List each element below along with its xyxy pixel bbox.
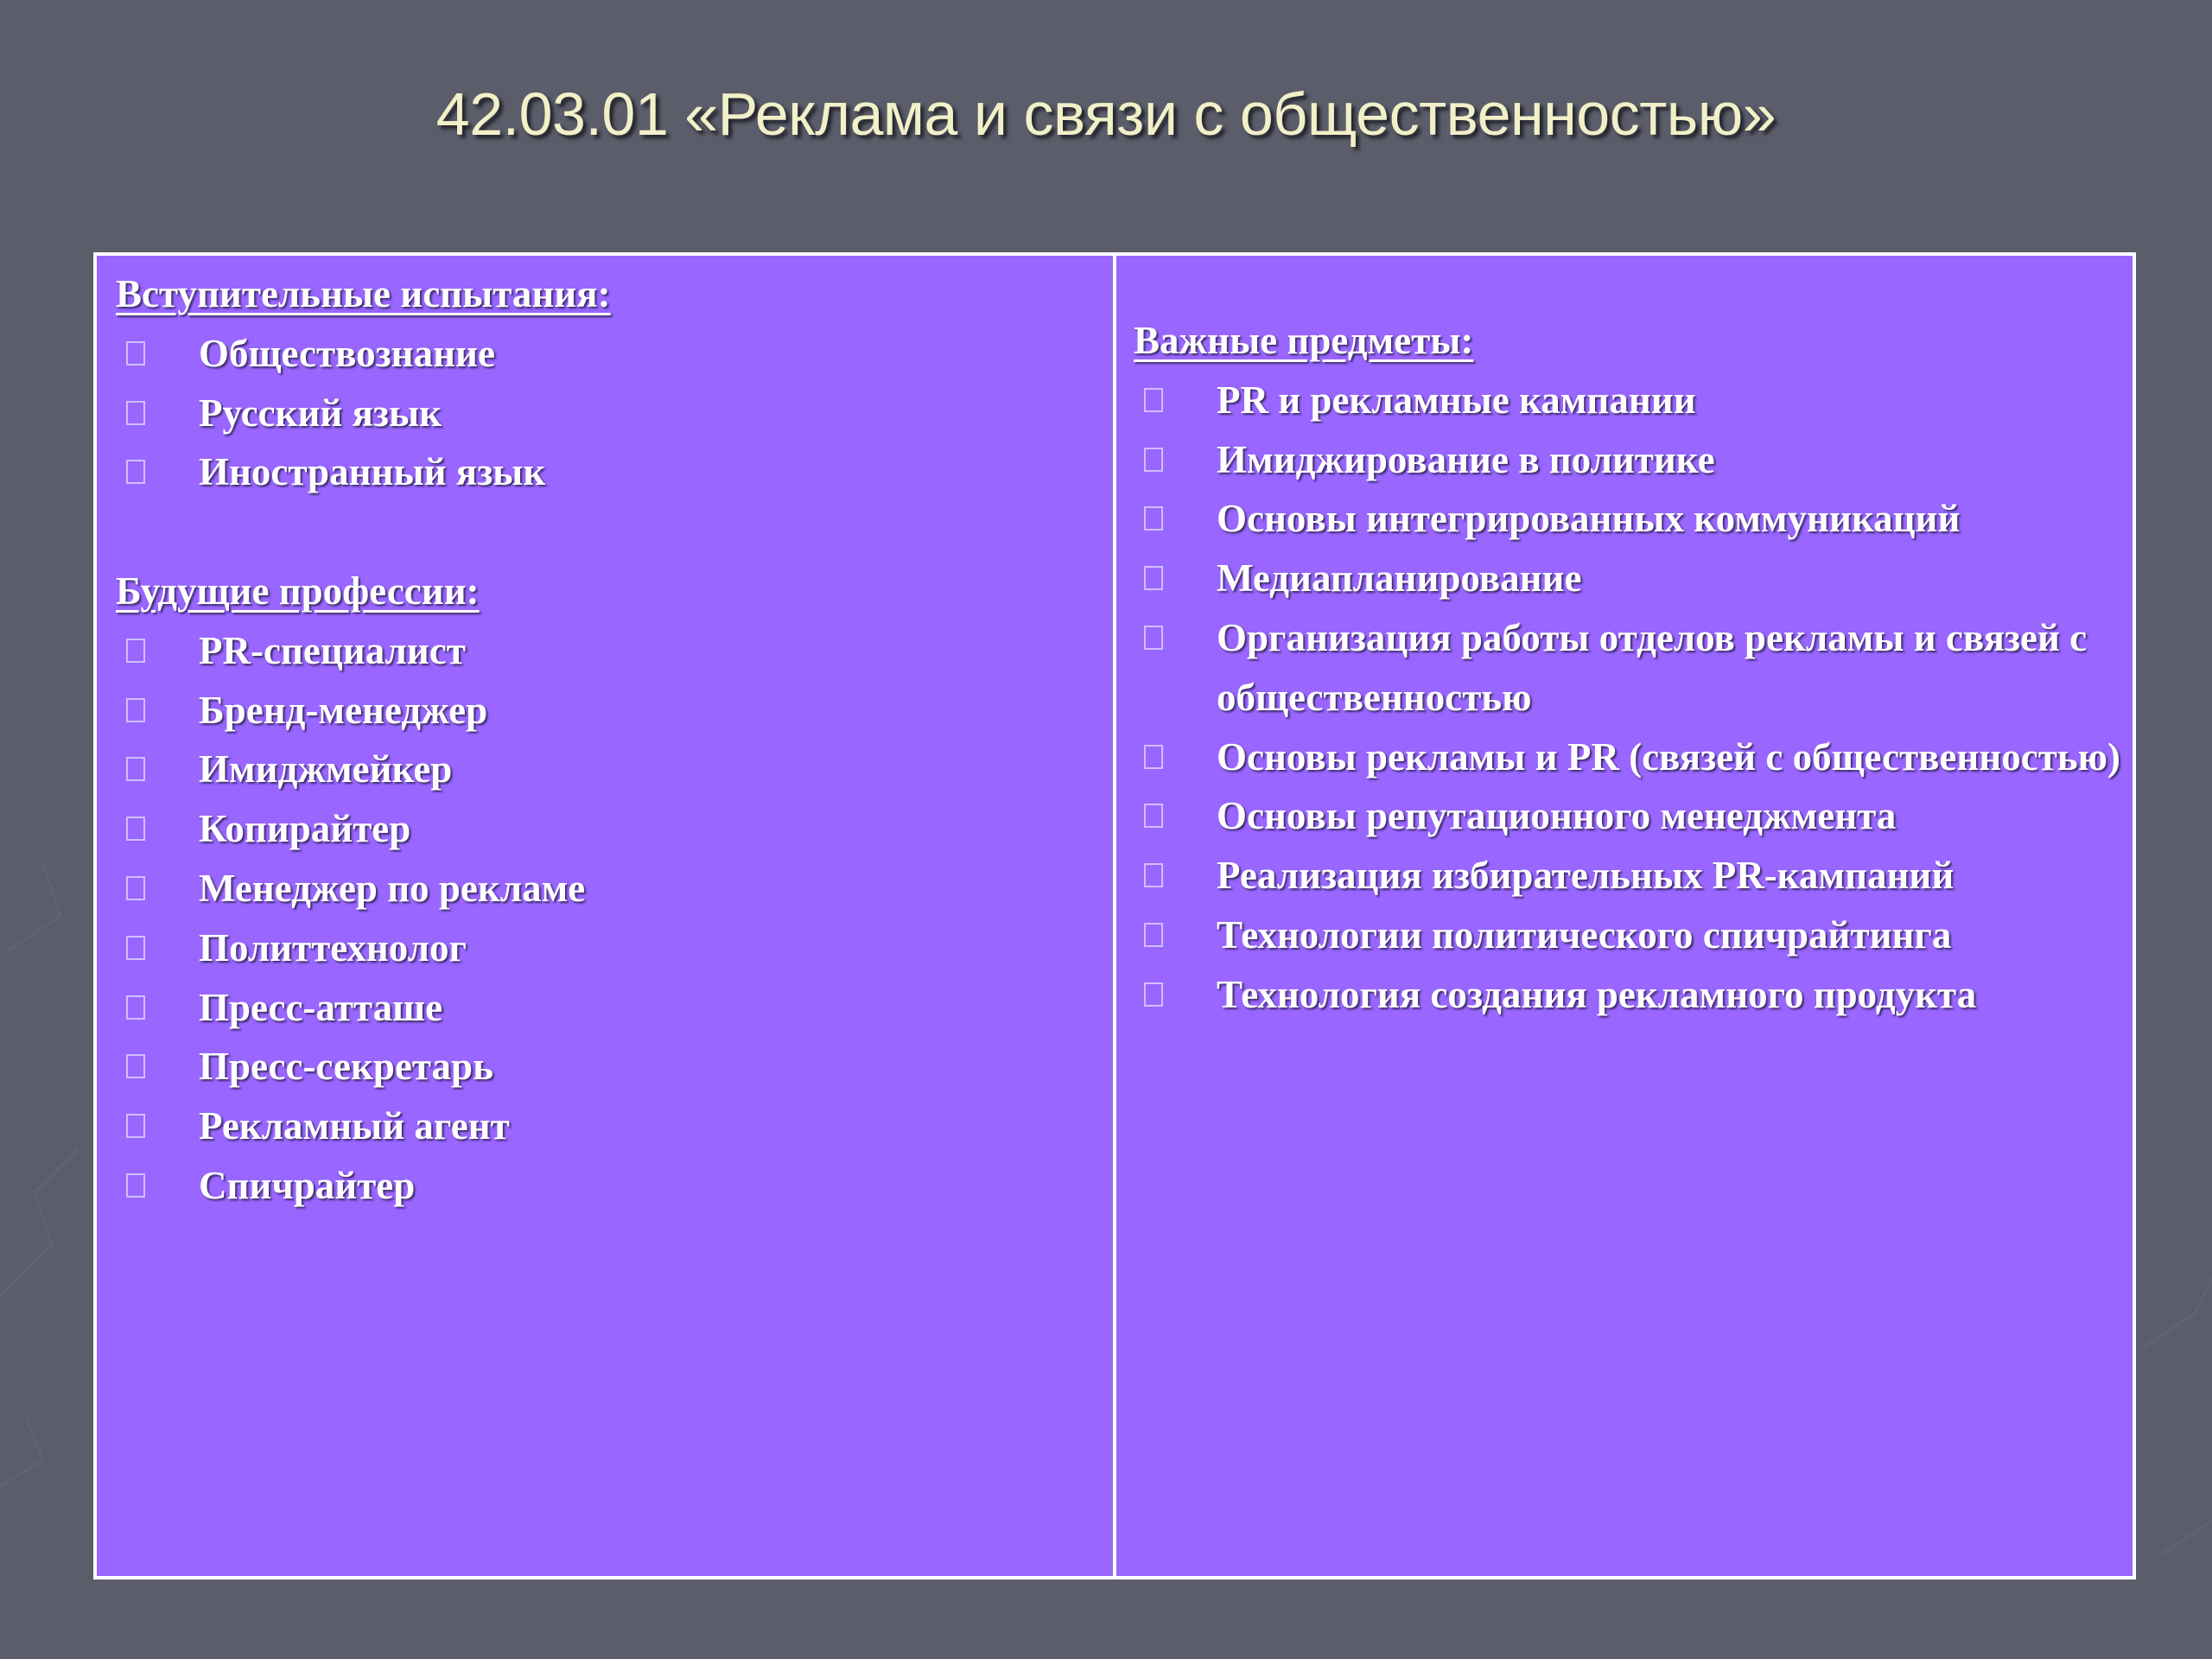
square-bullet-icon xyxy=(1144,506,1163,531)
list-item: Технологии политического спичрайтинга xyxy=(1134,906,2133,965)
list-item: Организация работы отделов рекламы и связей с общественностью xyxy=(1134,608,2133,728)
square-bullet-icon xyxy=(1144,863,1163,887)
square-bullet-icon xyxy=(126,876,145,900)
list-item: Пресс-атташе xyxy=(116,978,1113,1038)
list-item: Пресс-секретарь xyxy=(116,1037,1113,1096)
slide-title: 42.03.01 «Реклама и связи с общественностью» xyxy=(435,80,1777,148)
list-item: PR-специалист xyxy=(116,621,1113,681)
list-item: Основы рекламы и PR (связей с общественностью) xyxy=(1134,728,2133,787)
list-item: Обществознание xyxy=(116,324,1113,384)
list-item: Бренд-менеджер xyxy=(116,681,1113,741)
list-item: Спичрайтер xyxy=(116,1156,1113,1216)
square-bullet-icon xyxy=(1144,388,1163,412)
square-bullet-icon xyxy=(126,698,145,722)
list-item: Имиджмейкер xyxy=(116,740,1113,799)
square-bullet-icon xyxy=(126,1114,145,1138)
square-bullet-icon xyxy=(1144,745,1163,769)
future-professions-heading: Будущие профессии: xyxy=(116,569,480,613)
square-bullet-icon xyxy=(126,936,145,960)
important-subjects-heading: Важные предметы: xyxy=(1134,319,1474,362)
important-subjects-list xyxy=(1134,371,2133,1025)
square-bullet-icon xyxy=(126,341,145,365)
square-bullet-icon xyxy=(1144,566,1163,590)
entrance-exams-heading: Вступительные испытания: xyxy=(116,272,611,315)
square-bullet-icon xyxy=(126,401,145,425)
list-item: Менеджер по рекламе xyxy=(116,859,1113,918)
square-bullet-icon xyxy=(126,639,145,663)
list-item: Имиджирование в политике xyxy=(1134,430,2133,490)
entrance-exams-list xyxy=(116,324,1113,502)
spacer xyxy=(116,502,1113,562)
list-item: Основы интегрированных коммуникаций xyxy=(1134,489,2133,549)
list-item: Иностранный язык xyxy=(116,442,1113,502)
list-item: Рекламный агент xyxy=(116,1096,1113,1156)
list-item: Основы репутационного менеджмента xyxy=(1134,786,2133,846)
square-bullet-icon xyxy=(126,817,145,841)
list-item: Реализация избирательных PR-кампаний xyxy=(1134,846,2133,906)
list-item: Копирайтер xyxy=(116,799,1113,859)
right-column xyxy=(1116,256,2133,1576)
square-bullet-icon xyxy=(1144,982,1163,1007)
list-item: Технология создания рекламного продукта xyxy=(1134,965,2133,1025)
square-bullet-icon xyxy=(126,995,145,1020)
list-item: Русский язык xyxy=(116,384,1113,443)
future-professions-list xyxy=(116,621,1113,1216)
square-bullet-icon xyxy=(1144,448,1163,472)
list-item: Политтехнолог xyxy=(116,918,1113,978)
square-bullet-icon xyxy=(126,757,145,781)
square-bullet-icon xyxy=(1144,804,1163,828)
square-bullet-icon xyxy=(126,1054,145,1078)
square-bullet-icon xyxy=(126,460,145,484)
content-table xyxy=(93,252,2136,1580)
square-bullet-icon xyxy=(1144,626,1163,650)
left-column xyxy=(97,256,1116,1576)
list-item: Медиапланирование xyxy=(1134,549,2133,608)
square-bullet-icon xyxy=(1144,923,1163,947)
list-item: PR и рекламные кампании xyxy=(1134,371,2133,430)
square-bullet-icon xyxy=(126,1173,145,1198)
